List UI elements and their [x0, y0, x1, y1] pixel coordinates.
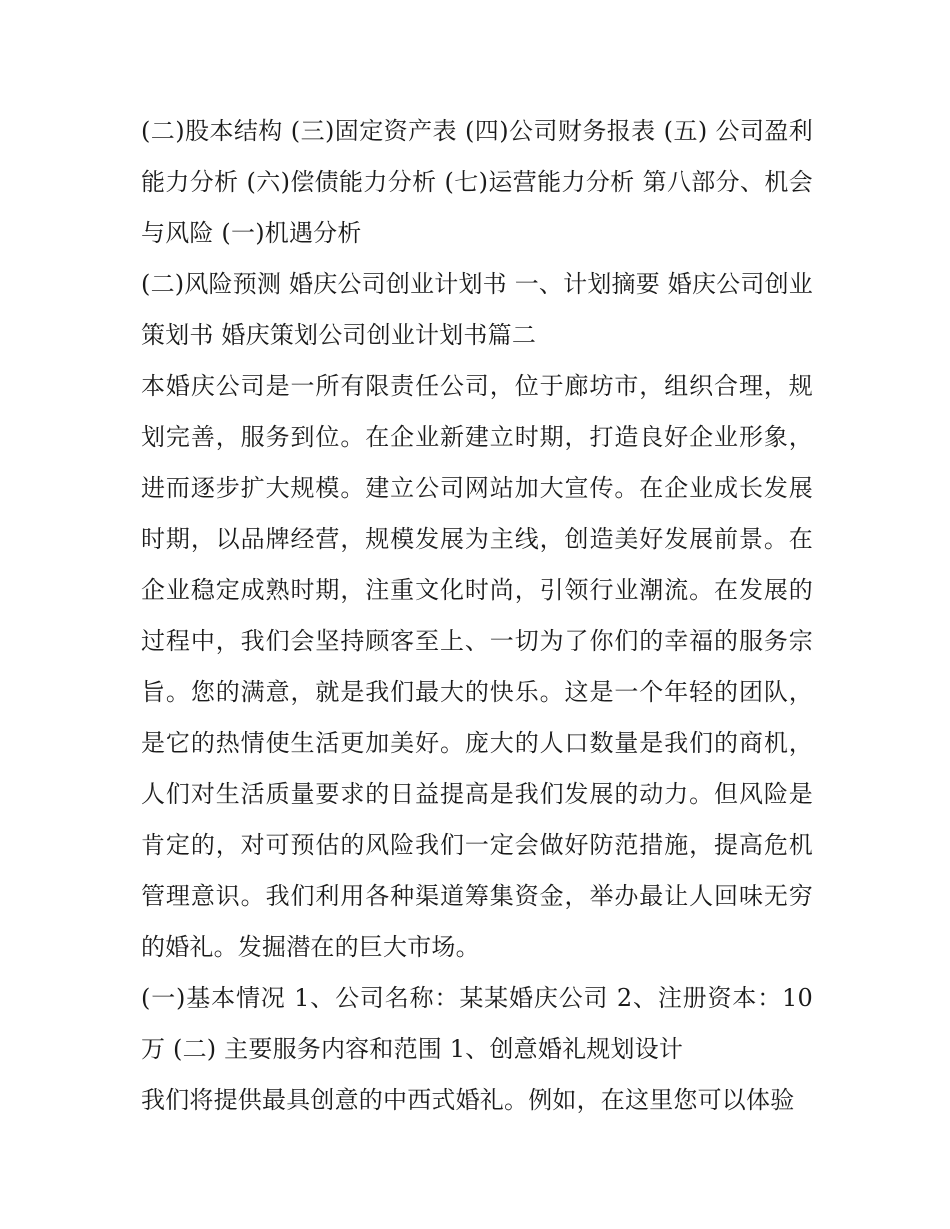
document-body: [141, 106, 813, 1126]
paragraph-risk-and-plan-title: (二)风险预测 婚庆公司创业计划书 一、计划摘要 婚庆公司创业策划书 婚庆策划公司创业计划书篇二: [141, 270, 813, 349]
paragraph-basic-info: (一)基本情况 1、公司名称：某某婚庆公司 2、注册资本：10 万 (二) 主要服务内容和范围 1、创意婚礼规划设计: [141, 984, 813, 1063]
paragraph-creative-wedding: 我们将提供最具创意的中西式婚礼。例如，在这里您可以体验: [141, 1086, 795, 1114]
paragraph-financial-sections: (二)股本结构 (三)固定资产表 (四)公司财务报表 (五) 公司盈利能力分析 (六)偿债能力分析 (七)运营能力分析 第八部分、机会与风险 (一)机遇分析: [141, 117, 813, 247]
paragraph-company-summary: 本婚庆公司是一所有限责任公司，位于廊坊市，组织合理，规划完善，服务到位。在企业新建立时期，打造良好企业形象，进而逐步扩大规模。建立公司网站加大宣传。在企业成长发展时期，以品牌经营，规模发展为主线，创造美好发展前景。在企业稳定成熟时期，注重文化时尚，引领行业潮流。在发展的过程中，我们会坚持顾客至上、一切为了你们的幸福的服务宗旨。您的满意，就是我们最大的快乐。这是一个年轻的团队，是它的热情使生活更加美好。庞大的人口数量是我们的商机，人们对生活质量要求的日益提高是我们发展的动力。但风险是肯定的，对可预估的风险我们一定会做好防范措施，提高危机管理意识。我们利用各种渠道筹集资金，举办最让人回味无穷的婚礼。发掘潜在的巨大市场。: [141, 372, 813, 961]
